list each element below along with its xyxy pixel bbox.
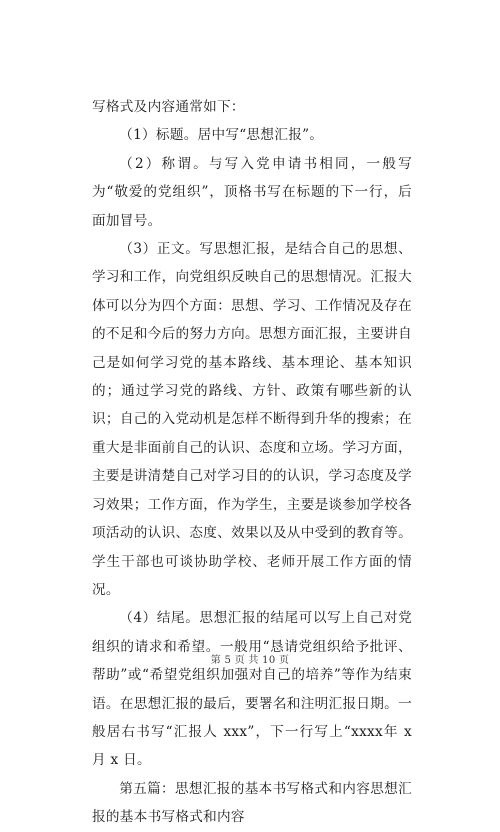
paragraph-main-text: （3）正文。写思想汇报，是结合自己的思想、学习和工作，向党组织反映自己的思想情况。汇报大体可以分为四个方面：思想、学习、工作情况及存在的不足和今后的努力方向。思想方面汇报，主要讲自己是如何学习党的基本路线、基本理论、基本知识的；通过学习党的路线、方针、政策有哪些新的认识；自己的入党动机是怎样不断得到升华的搜索；在重大是非面前自己的认识、态度和立场。学习方面，主要是讲清楚自己对学习目的的认识，学习态度及学习效果；工作方面，作为学生，主要是谈参加学校各项活动的认识、态度、效果以及从中受到的教育等。学生干部也可谈协助学校、老师开展工作方面的情况。 [92,241,412,598]
section-heading-part-five: 第五篇：思想汇报的基本书写格式和内容思想汇报的基本书写格式和内容 [92,780,412,826]
page-footer: 第 5 页 共 10 页 [210,655,290,666]
paragraph-format-intro: 写格式及内容通常如下： [92,99,245,115]
paragraph-title: （1）标题。居中写“思想汇报”。 [119,127,324,144]
document-body [92,93,412,832]
paragraph-ending: （4）结尾。思想汇报的结尾可以写上自己对党组织的请求和希望。一般用“恳请党组织给予批评、帮助”或“希望党组织加强对自己的培养”等作为结束语。在思想汇报的最后，要署名和注明汇报日期。一般居右书写“汇报人 xxx”，下一行写上“xxxx年 x 月 x 日。 [92,610,412,769]
paragraph-salutation: （2）称谓。与写入党申请书相同，一般写为“敬爱的党组织”，顶格书写在标题的下一行，后面加冒号。 [92,155,412,229]
